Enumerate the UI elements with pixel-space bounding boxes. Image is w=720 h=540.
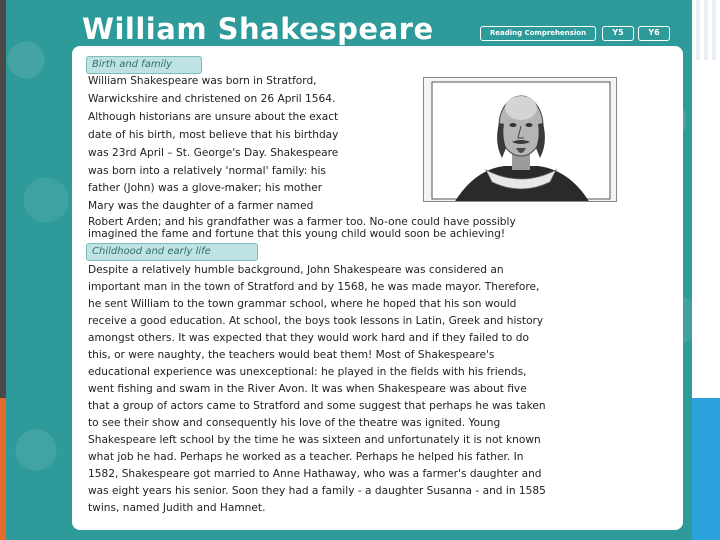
- paragraph-line: Despite a relatively humble background, John Shakespeare was considered an: [88, 264, 504, 276]
- paragraph-line: 1582, Shakespeare got married to Anne Hathaway, who was a farmer's daughter and: [88, 468, 542, 480]
- paragraph-line: what job he had. Perhaps he worked as a teacher. Perhaps he helped his father. In: [88, 451, 524, 463]
- year5-badge: Y5: [602, 26, 634, 41]
- paragraph-line: that a group of actors came to Stratford and some suggest that perhaps he was taken: [88, 400, 546, 412]
- paragraph-line: Mary was the daughter of a farmer named: [88, 200, 314, 212]
- paragraph-line: Robert Arden; and his grandfather was a farmer too. No-one could have possibly: [88, 216, 516, 228]
- paragraph-line: Although historians are unsure about the exact: [88, 111, 339, 123]
- paragraph-line: he sent William to the town grammar school, where he hoped that his son would: [88, 298, 517, 310]
- paragraph-line: Warwickshire and christened on 26 April 1564.: [88, 93, 336, 105]
- paragraph-line: receive a good education. At school, the boys took lessons in Latin, Greek and history: [88, 315, 544, 327]
- paragraph-line: date of his birth, most believe that his birthday: [88, 129, 339, 141]
- shakespeare-portrait-image: [423, 77, 617, 202]
- portrait-engraving: [424, 78, 617, 202]
- paragraph-line: educational experience was unexceptional: he played in the fields with his friends,: [88, 366, 527, 378]
- paragraph-line: father (John) was a glove-maker; his mother: [88, 182, 323, 194]
- paragraph-line: this, or were naughty, the teachers would beat them! Most of Shakespeare's: [88, 349, 495, 361]
- paragraph-line: went fishing and swam in the River Avon. It was when Shakespeare was about five: [88, 383, 527, 395]
- paragraph-line: twins, named Judith and Hamnet.: [88, 502, 266, 514]
- paragraph-line: William Shakespeare was born in Stratford,: [88, 75, 317, 87]
- section-heading-childhood: Childhood and early life: [86, 243, 258, 261]
- paragraph-line: was 23rd April – St. George's Day. Shakespeare: [88, 147, 339, 159]
- paragraph-line: Shakespeare left school by the time he was sixteen and unfortunately it is not known: [88, 434, 541, 446]
- paragraph-line: to see their show and consequently his love of the theatre was ignited. Young: [88, 417, 501, 429]
- paragraph-line: was born into a relatively 'normal' family: his: [88, 165, 326, 177]
- reading-comprehension-badge: Reading Comprehension: [480, 26, 596, 41]
- year6-badge: Y6: [638, 26, 670, 41]
- paragraph-line: amongst others. It was expected that they would work hard and if they failed to do: [88, 332, 529, 344]
- paragraph-line: important man in the town of Stratford and by 1568, he was made mayor. Therefore,: [88, 281, 540, 293]
- paragraph-line: was eight years his senior. Soon they had a family - a daughter Susanna - and in 1585: [88, 485, 546, 497]
- paragraph-line: imagined the fame and fortune that this young child would soon be achieving!: [88, 228, 506, 240]
- section-heading-birth: Birth and family: [86, 56, 202, 74]
- page-title: William Shakespeare: [82, 12, 434, 46]
